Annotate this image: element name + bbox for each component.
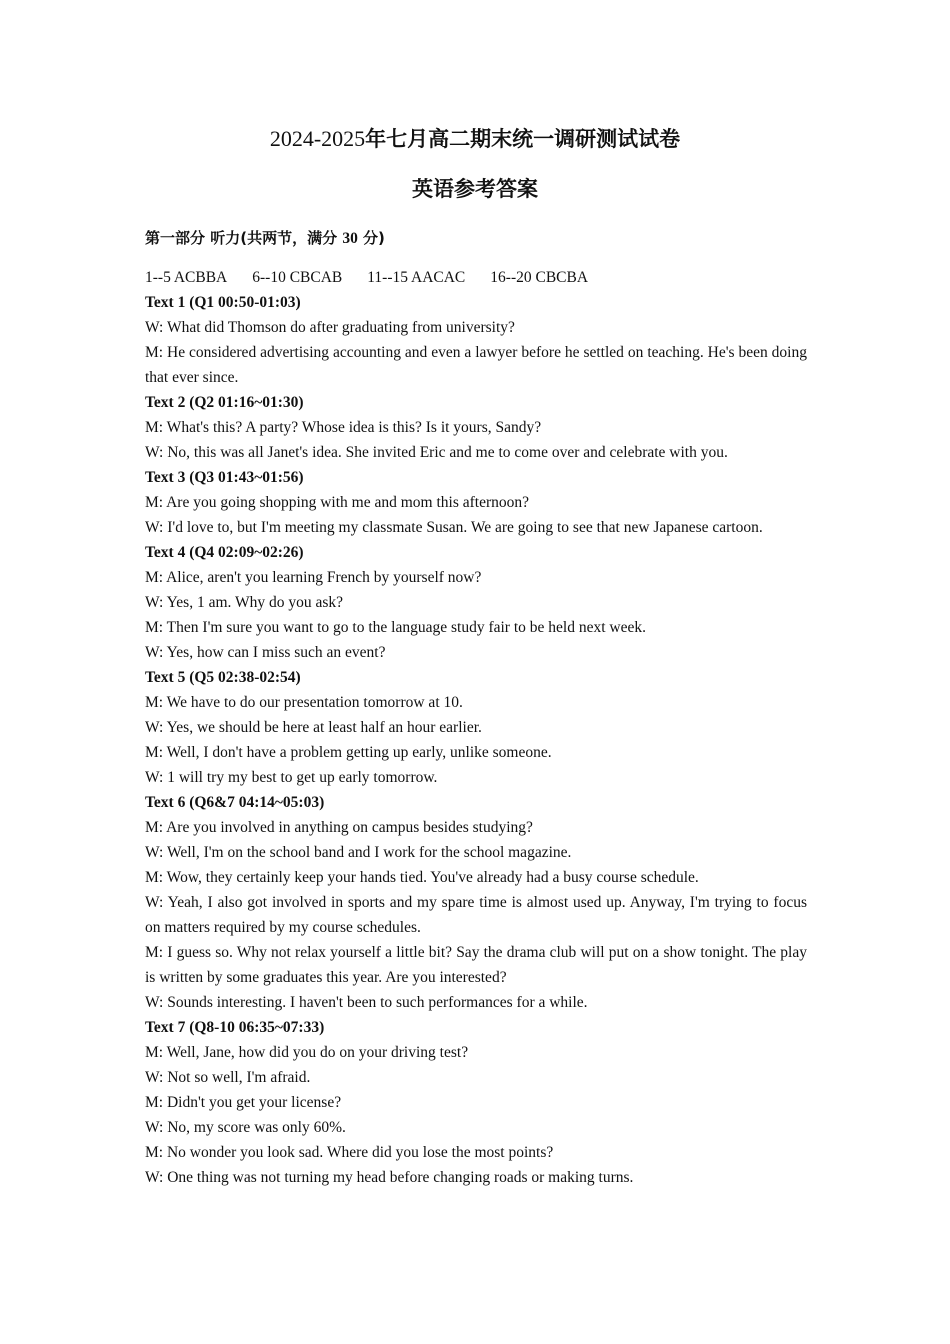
transcript-3	[145, 465, 807, 540]
dialogue-line: W: No, my score was only 60%.	[145, 1119, 346, 1136]
document-body	[145, 226, 807, 1190]
dialogue-line: W: Well, I'm on the school band and I work for the school magazine.	[145, 844, 572, 861]
dialogue-line: W: Sounds interesting. I haven't been to such performances for a while.	[145, 994, 588, 1011]
dialogue-line: M: Wow, they certainly keep your hands tied. You've already had a busy course schedule.	[145, 869, 699, 886]
dialogue-line: W: One thing was not turning my head before changing roads or making turns.	[145, 1169, 634, 1186]
transcript-4	[145, 540, 807, 665]
dialogue-line: M: No wonder you look sad. Where did you lose the most points?	[145, 1144, 554, 1161]
transcript-heading: Text 7 (Q8-10 06:35~07:33)	[145, 1019, 325, 1036]
dialogue-line: W: I'd love to, but I'm meeting my classmate Susan. We are going to see that new Japanese cartoon.	[145, 519, 763, 536]
section-heading-score-open: (共两节，满分	[240, 229, 343, 247]
transcript-7	[145, 1015, 807, 1190]
answer-group: 6--10 CBCAB	[252, 269, 343, 286]
dialogue-line: M: Didn't you get your license?	[145, 1094, 342, 1111]
dialogue-line: M: Well, Jane, how did you do on your driving test?	[145, 1044, 469, 1061]
dialogue-line: W: No, this was all Janet's idea. She invited Eric and me to come over and celebrate with you.	[145, 444, 728, 461]
dialogue-line: W: 1 will try my best to get up early tomorrow.	[145, 769, 438, 786]
transcript-heading: Text 3 (Q3 01:43~01:56)	[145, 469, 304, 486]
dialogue-line: W: Yes, 1 am. Why do you ask?	[145, 594, 344, 611]
section-heading-score-close: 分)	[357, 229, 385, 247]
transcript-2	[145, 390, 807, 465]
transcript-1	[145, 290, 807, 390]
dialogue-line: M: Are you involved in anything on campus besides studying?	[145, 819, 533, 836]
dialogue-line: W: Yes, how can I miss such an event?	[145, 644, 386, 661]
dialogue-line: M: Are you going shopping with me and mom this afternoon?	[145, 494, 530, 511]
dialogue-line: W: Yeah, I also got involved in sports and my spare time is almost used up. Anyway, I'm trying to focus on matters required by my course schedules.	[145, 894, 807, 936]
dialogue-line: W: Yes, we should be here at least half an hour earlier.	[145, 719, 482, 736]
dialogue-line: W: Not so well, I'm afraid.	[145, 1069, 311, 1086]
transcript-5	[145, 665, 807, 790]
document-title	[0, 124, 950, 154]
title-text: 年七月高二期末统一调研测试试卷	[365, 127, 681, 151]
transcript-heading: Text 6 (Q6&7 04:14~05:03)	[145, 794, 325, 811]
transcript-heading: Text 5 (Q5 02:38-02:54)	[145, 669, 301, 686]
transcript-heading: Text 4 (Q4 02:09~02:26)	[145, 544, 304, 561]
section-heading-part: 第一部分 听力	[145, 229, 241, 247]
title-years: 2024-2025	[269, 126, 366, 151]
transcript-6	[145, 790, 807, 1015]
dialogue-line: M: We have to do our presentation tomorrow at 10.	[145, 694, 463, 711]
section-heading	[145, 226, 807, 251]
dialogue-line: M: What's this? A party? Whose idea is this? Is it yours, Sandy?	[145, 419, 542, 436]
dialogue-line: M: I guess so. Why not relax yourself a little bit? Say the drama club will put on a show tonight. The play is written by some graduates this year. Are you interested?	[145, 944, 807, 986]
section-heading-score: 30	[342, 230, 358, 247]
transcript-heading: Text 1 (Q1 00:50-01:03)	[145, 294, 301, 311]
transcript-heading: Text 2 (Q2 01:16~01:30)	[145, 394, 304, 411]
answer-group: 1--5 ACBBA	[145, 269, 228, 286]
dialogue-line: M: Well, I don't have a problem getting up early, unlike someone.	[145, 744, 552, 761]
answer-key	[145, 265, 807, 290]
answer-group: 11--15 AACAC	[367, 269, 466, 286]
dialogue-line: M: Then I'm sure you want to go to the language study fair to be held next week.	[145, 619, 646, 636]
dialogue-line: M: Alice, aren't you learning French by yourself now?	[145, 569, 482, 586]
dialogue-line: W: What did Thomson do after graduating from university?	[145, 319, 515, 336]
answer-group: 16--20 CBCBA	[490, 269, 589, 286]
dialogue-line: M: He considered advertising accounting and even a lawyer before he settled on teaching. He's been doing that ever since.	[145, 344, 807, 386]
document-subtitle: 英语参考答案	[412, 177, 538, 201]
